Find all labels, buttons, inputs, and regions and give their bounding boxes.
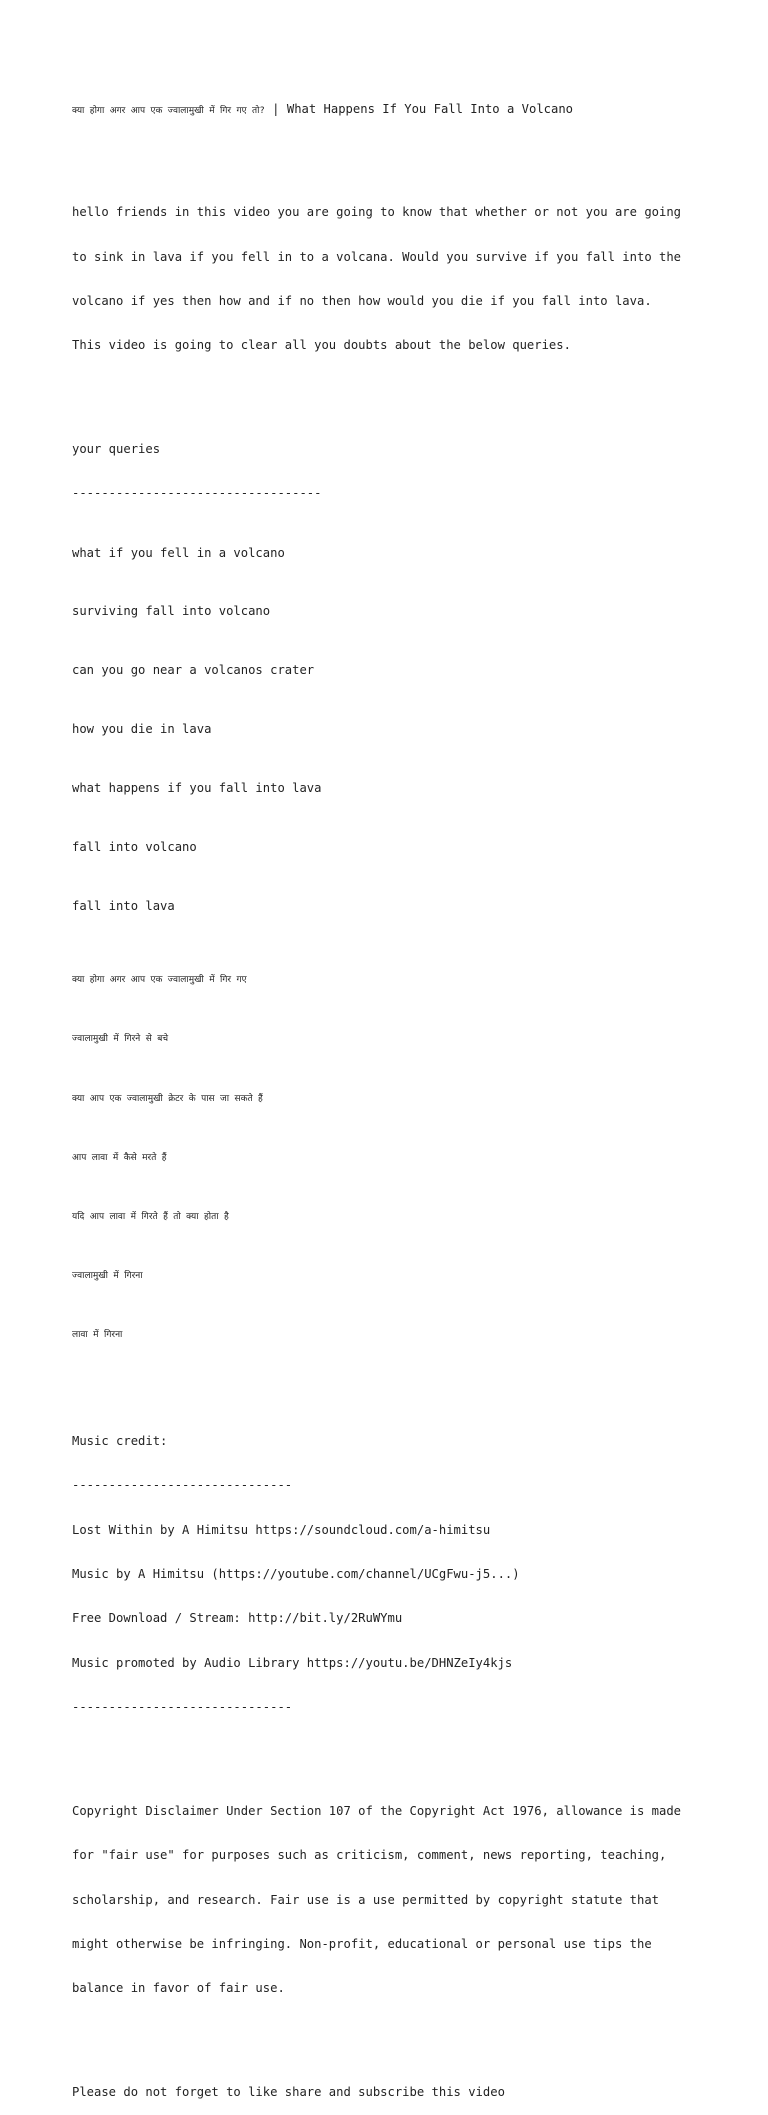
query-item: can you go near a volcanos crater bbox=[72, 663, 315, 678]
queries-heading: your queries bbox=[72, 441, 161, 456]
disclaimer-line: balance in favor of fair use. bbox=[72, 1981, 285, 1996]
query-item: surviving fall into volcano bbox=[72, 604, 271, 619]
query-item: what happens if you fall into lava bbox=[72, 781, 322, 796]
music-credit-line: Free Download / Stream: http://bit.ly/2RuWYmu bbox=[72, 1611, 403, 1626]
disclaimer-line: scholarship, and research. Fair use is a use permitted by copyright statute that bbox=[72, 1892, 659, 1907]
query-item-hindi: आप लावा में कैसे मरते हैं bbox=[72, 1152, 167, 1163]
disclaimer-line: Copyright Disclaimer Under Section 107 of the Copyright Act 1976, allowance is made bbox=[72, 1803, 682, 1818]
query-item-hindi: ज्वालामुखी में गिरना bbox=[72, 1271, 143, 1282]
query-item-hindi: लावा में गिरना bbox=[72, 1330, 123, 1341]
music-credit-line: Lost Within by A Himitsu https://soundcloud.com/a-himitsu bbox=[72, 1522, 491, 1537]
query-item-hindi: ज्वालामुखी में गिरने से बचे bbox=[72, 1034, 169, 1045]
music-credit-line: Music promoted by Audio Library https://youtu.be/DHNZeIy4kjs bbox=[72, 1655, 513, 1670]
music-divider-bottom: ------------------------------ bbox=[72, 1700, 293, 1715]
music-divider-top: ------------------------------ bbox=[72, 1478, 293, 1493]
query-item: what if you fell in a volcano bbox=[72, 545, 285, 560]
query-item: fall into lava bbox=[72, 899, 175, 914]
queries-divider: ---------------------------------- bbox=[72, 486, 322, 501]
query-item-hindi: यदि आप लावा में गिरते हैं तो क्या होता है bbox=[72, 1211, 229, 1222]
title-english: | What Happens If You Fall Into a Volcano bbox=[264, 101, 574, 116]
document-title bbox=[72, 102, 712, 117]
intro-line: This video is going to clear all you doubts about the below queries. bbox=[72, 338, 571, 353]
query-item-hindi: क्या होगा अगर आप एक ज्वालामुखी में गिर गए bbox=[72, 975, 247, 986]
title-hindi: क्या होगा अगर आप एक ज्वालामुखी में गिर गए तो? bbox=[72, 105, 265, 116]
disclaimer-line: for "fair use" for purposes such as criticism, comment, news reporting, teaching, bbox=[72, 1848, 667, 1863]
music-credit-line: Music by A Himitsu (https://youtube.com/channel/UCgFwu-j5...) bbox=[72, 1567, 520, 1582]
closing-line: Please do not forget to like share and subscribe this video bbox=[72, 2084, 505, 2099]
query-item: how you die in lava bbox=[72, 722, 212, 737]
music-credit-heading: Music credit: bbox=[72, 1433, 168, 1448]
document-page bbox=[72, 72, 712, 2115]
intro-line: volcano if yes then how and if no then how would you die if you fall into lava. bbox=[72, 293, 652, 308]
intro-line: hello friends in this video you are going to know that whether or not you are going bbox=[72, 205, 682, 220]
intro-line: to sink in lava if you fell in to a volcana. Would you survive if you fall into the bbox=[72, 249, 682, 264]
query-item: fall into volcano bbox=[72, 840, 197, 855]
query-item-hindi: क्या आप एक ज्वालामुखी क्रेटर के पास जा सकते हैं bbox=[72, 1093, 263, 1104]
disclaimer-line: might otherwise be infringing. Non-profit, educational or personal use tips the bbox=[72, 1936, 652, 1951]
